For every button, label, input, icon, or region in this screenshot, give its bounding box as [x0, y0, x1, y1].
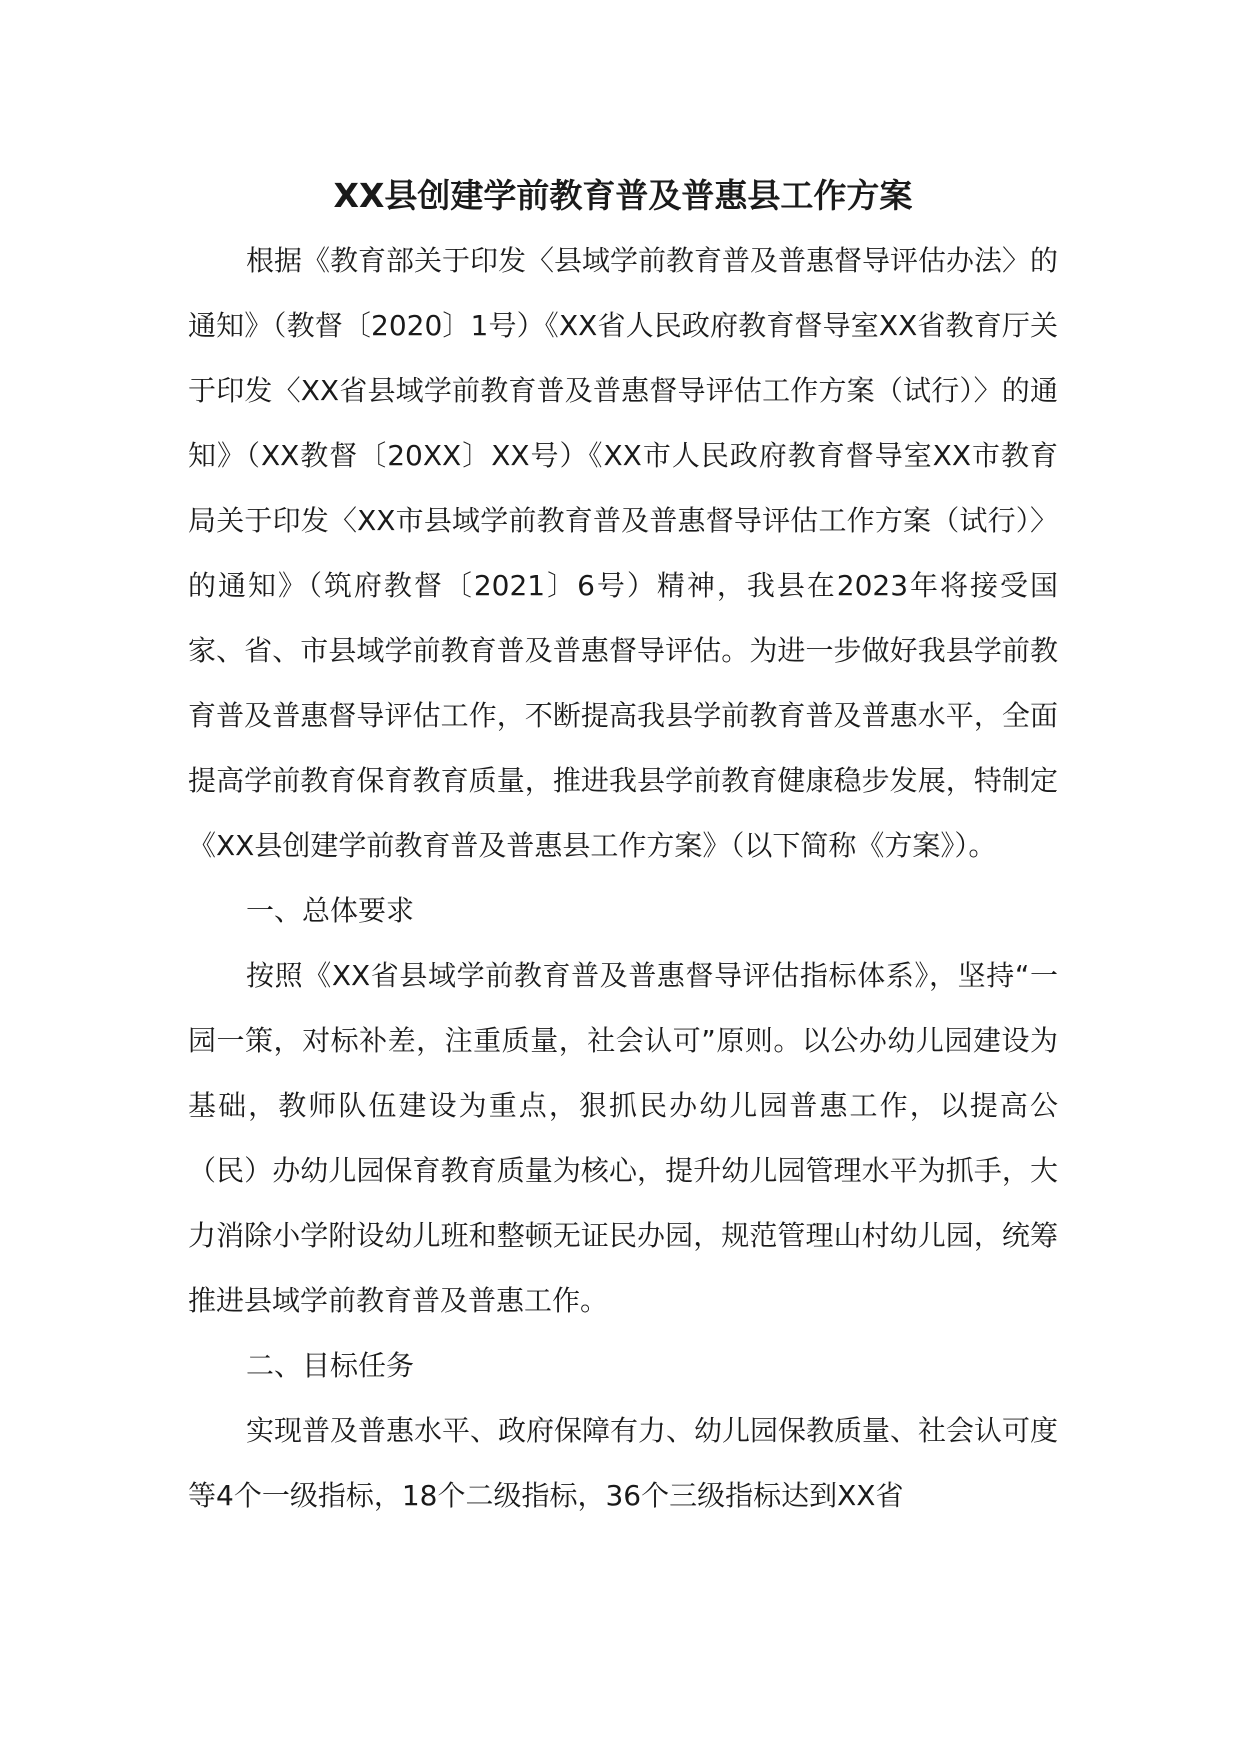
section-goals-tasks-paragraph: 实现普及普惠水平、政府保障有力、幼儿园保教质量、社会认可度等4个一级指标，18个二级指标，36个三级指标达到XX省 [188, 1414, 1059, 1512]
document-title: XX县创建学前教育普及普惠县工作方案 [333, 176, 913, 215]
section-heading-goals-tasks: 二、目标任务 [246, 1349, 415, 1382]
document-body [188, 170, 1058, 1528]
section-heading-general-requirements: 一、总体要求 [246, 894, 415, 927]
intro-paragraph: 根据《教育部关于印发〈县域学前教育普及普惠督导评估办法〉的通知》（教督〔2020〕1号）《XX省人民政府教育督导室XX省教育厅关于印发〈XX省县域学前教育普及普惠督导评估工作方案（试行）〉的通知》（XX教督〔20XX〕XX号）《XX市人民政府教育督导室XX市教育局关于印发〈XX市县域学前教育普及普惠督导评估工作方案（试行）〉的通知》（筑府教督〔2021〕6号）精神，我县在2023年将接受国家、省、市县域学前教育普及普惠督导评估。为进一步做好我县学前教育普及普惠督导评估工作，不断提高我县学前教育普及普惠水平，全面提高学前教育保育教育质量，推进我县学前教育健康稳步发展，特制定《XX县创建学前教育普及普惠县工作方案》（以下简称《方案》）。 [188, 244, 1059, 862]
section-general-requirements-paragraph: 按照《XX省县域学前教育普及普惠督导评估指标体系》，坚持“一园一策，对标补差，注重质量，社会认可”原则。以公办幼儿园建设为基础，教师队伍建设为重点，狠抓民办幼儿园普惠工作，以提高公（民）办幼儿园保育教育质量为核心，提升幼儿园管理水平为抓手，大力消除小学附设幼儿班和整顿无证民办园，规范管理山村幼儿园，统筹推进县域学前教育普及普惠工作。 [188, 959, 1058, 1317]
